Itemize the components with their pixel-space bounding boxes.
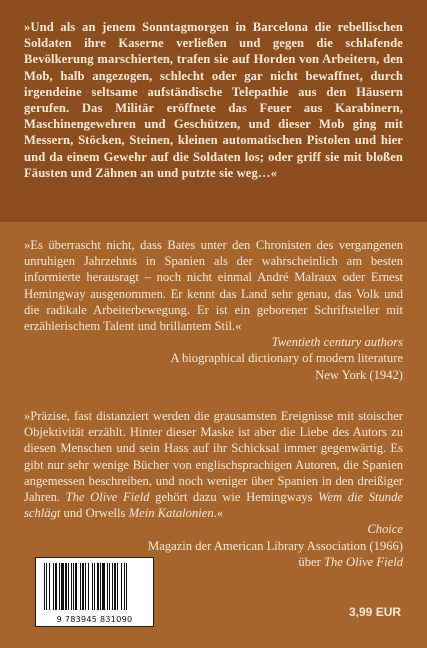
source-place-year: New York (1942) (315, 367, 403, 382)
barcode-bar (102, 563, 105, 610)
quote-twentieth-century-authors (24, 237, 403, 383)
barcode-bar (61, 563, 64, 610)
barcode-bar (55, 563, 57, 610)
barcode-bar (68, 563, 69, 610)
barcode-bar (46, 563, 47, 610)
barcode-bar (88, 563, 89, 610)
quote-bates-text: »Es überrascht nicht, dass Bates unter den Chronisten des vergangenen unruhigen Jahrzehnts in Spanien als der wahrscheinlich am besten informierte herausragt – noch nicht einmal André Malraux oder Ernest Hemingway ausgenommen. Er kennt das Land sehr genau, das Volk und die radikale Arbeiterbewegung. Er ist ein geborener Schriftsteller mit erzählerischem Talent und brillantem Stil.« (24, 238, 403, 334)
quote-choice (24, 408, 403, 570)
quote-barcelona (24, 19, 403, 181)
barcode-bar (107, 563, 108, 610)
barcode-bar (109, 563, 110, 610)
barcode-bar (82, 563, 84, 610)
barcode-bar (65, 563, 67, 610)
barcode-bar (85, 563, 86, 610)
barcode-bar (112, 563, 113, 610)
quote-barcelona-text: »Und als an jenem Sonntagmorgen in Barcelona die rebellischen Soldaten ihre Kaserne verließen und gegen die schlafende Bevölkerung marschierten, trafen sie auf Horden von Arbeitern, den Mob, halb angezogen, schlecht oder gar nicht bewaffnet, durch irgendeine seltsame aufständische Telepathie aus den Häusern gerufen. Das Militär eröffnete das Feuer aus Karabinern, Maschinengewehren und Geschützen, und dieser Mob ging mit Messern, Stöcken, Steinen, kleinen automatischen Pistolen und hier und da einem Gewehr auf die Soldaten los; oder griff sie mit bloßen Fäusten und Zähnen an und putzte sie weg…« (24, 20, 403, 180)
source-description: Magazin der American Library Association (1966) (148, 538, 403, 553)
barcode-bar (97, 563, 99, 610)
barcode-bar (126, 563, 127, 610)
barcode-bars (36, 558, 153, 614)
barcode-bar (59, 563, 60, 610)
quote-choice-text: »Präzise, fast distanziert werden die grausamsten Ereignisse mit stoischer Objektivität erzählt. Hinter dieser Maske ist aber die Liebe des Autors zu diesen Menschen und sein Hass auf ihr Schicksal immer gegenwärtig. Es gibt nur sehr wenige Bücher von englischsprachigen Autoren, die Spanien angemessen beschreiben, und noch weniger über Spanien in den dreißiger Jahren. The Olive Field gehört dazu wie Hemingways Wem die Stunde schlägt und Orwells Mein Katalonien.« (24, 409, 403, 521)
barcode-bar (94, 563, 95, 610)
barcode-bar (80, 563, 81, 610)
barcode-bar (92, 563, 93, 610)
barcode-bar (53, 563, 54, 610)
barcode-bar (100, 563, 101, 610)
source-reference: über The Olive Field (298, 554, 403, 569)
source-title: Choice (367, 522, 403, 537)
barcode-bar (73, 563, 74, 610)
price-label: 3,99 EUR (349, 605, 402, 619)
isbn-barcode (35, 557, 154, 627)
barcode-bar (71, 563, 72, 610)
isbn-number: 9 783945 831090 (56, 615, 133, 624)
barcode-bar (44, 563, 45, 610)
source-description: A biographical dictionary of modern literature (170, 351, 403, 366)
barcode-bar (114, 563, 116, 610)
barcode-bar (49, 563, 50, 610)
barcode-bar (117, 563, 118, 610)
source-title: Twentieth century authors (271, 335, 403, 350)
barcode-bar (75, 563, 77, 610)
barcode-bar (124, 563, 125, 610)
barcode-bar (121, 563, 122, 610)
